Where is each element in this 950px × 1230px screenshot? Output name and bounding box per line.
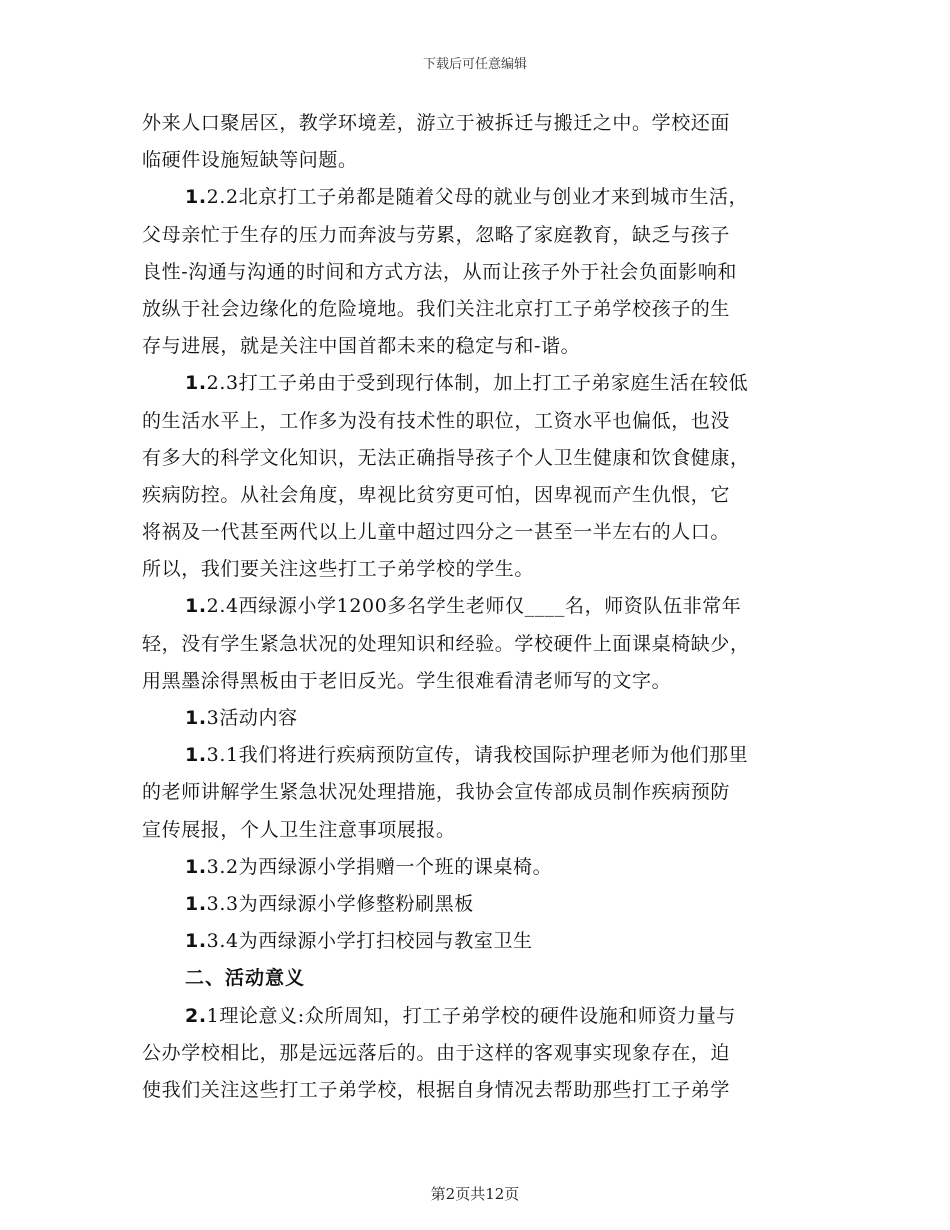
text-line [142, 217, 812, 254]
line-text: 3活动内容 [206, 707, 298, 729]
line-text: 2.3打工子弟由于受到现行体制，加上打工子弟家庭生活在较低 [206, 372, 749, 395]
line-text: 3.2为西绿源小学捐赠一个班的课桌椅。 [206, 855, 553, 878]
section-number: 1. [185, 892, 207, 915]
text-line [142, 663, 812, 700]
line-text: 3.1我们将进行疾病预防宣传，请我校国际护理老师为他们那里 [206, 744, 749, 767]
text-line [142, 142, 812, 179]
line-text: 父母亲忙于生存的压力而奔波与劳累，忽略了家庭教育，缺乏与孩子 [142, 223, 731, 246]
text-line [142, 105, 812, 142]
text-line [142, 440, 812, 477]
line-text: 放纵于社会边缘化的危险境地。我们关注北京打工子弟学校孩子的生 [142, 297, 731, 320]
line-text: 3.4为西绿源小学打扫校园与教室卫生 [206, 930, 533, 953]
section-number: 2. [185, 1004, 207, 1027]
line-text: 的老师讲解学生紧急状况处理措施，我协会宣传部成员制作疾病预防 [142, 781, 731, 804]
text-line [142, 886, 812, 923]
section-number: 1. [185, 744, 207, 767]
text-line [142, 291, 812, 328]
text-line [142, 700, 812, 737]
text-line [142, 774, 812, 811]
line-text: 公办学校相比，那是远远落后的。由于这样的客观事实现象存在，迫 [142, 1041, 731, 1064]
section-number: 1. [185, 930, 207, 953]
section-number: 1. [185, 707, 207, 729]
line-text: 用黑墨涂得黑板由于老旧反光。学生很难看清老师写的文字。 [142, 669, 672, 692]
line-text: 2.4西绿源小学1200多名学生老师仅____名，师资队伍非常年 [206, 595, 742, 618]
page-footer: 第2页共12页 [430, 1185, 520, 1203]
document-body [142, 105, 812, 1109]
text-line [142, 998, 812, 1035]
text-line [142, 365, 812, 402]
line-text: 1理论意义:众所周知，打工子弟学校的硬件设施和师资力量与 [206, 1004, 736, 1027]
line-text: 的生活水平上，工作多为没有技术性的职位，工资水平也偏低，也没 [142, 409, 731, 432]
line-text: 将祸及一代甚至两代以上儿童中超过四分之一甚至一半左右的人口。 [142, 521, 731, 544]
text-line [142, 179, 812, 216]
line-text: 外来人口聚居区，教学环境差，游立于被拆迁与搬迁之中。学校还面 [142, 112, 731, 134]
line-text: 有多大的科学文化知识，无法正确指导孩子个人卫生健康和饮食健康， [142, 446, 750, 469]
line-text: 轻，没有学生紧急状况的处理知识和经验。学校硬件上面课桌椅缺少， [142, 632, 750, 655]
section-number: 1. [185, 595, 207, 618]
page-header: 下载后可任意编辑 [422, 57, 527, 72]
section-number: 1. [185, 186, 207, 209]
section-number: 1. [185, 372, 207, 395]
section-heading [142, 960, 812, 997]
text-line [142, 626, 812, 663]
text-line [142, 1035, 812, 1072]
text-line [142, 477, 812, 514]
section-number: 1. [185, 855, 207, 878]
line-text: 3.3为西绿源小学修整粉刷黑板 [206, 892, 474, 915]
text-line [142, 812, 812, 849]
text-line [142, 588, 812, 625]
text-line [142, 849, 812, 886]
text-line [142, 1072, 812, 1109]
line-text: 临硬件设施短缺等问题。 [142, 149, 358, 172]
line-text: 存与进展，就是关注中国首都未来的稳定与和-谐。 [142, 335, 581, 358]
line-text: 宣传展报，个人卫生注意事项展报。 [142, 818, 456, 841]
text-line [142, 923, 812, 960]
text-line [142, 514, 812, 551]
line-text: 良性-沟通与沟通的时间和方式方法，从而让孩子外于社会负面影响和 [142, 260, 738, 283]
text-line [142, 737, 812, 774]
line-text: 二、活动意义 [185, 967, 306, 990]
text-line [142, 551, 812, 588]
line-text: 疾病防控。从社会角度，卑视比贫穷更可怕，因卑视而产生仇恨，它 [142, 483, 731, 506]
text-line [142, 254, 812, 291]
text-line [142, 328, 812, 365]
line-text: 2.2北京打工子弟都是随着父母的就业与创业才来到城市生活， [206, 186, 749, 209]
line-text: 使我们关注这些打工子弟学校，根据自身情况去帮助那些打工子弟学 [142, 1078, 731, 1101]
line-text: 所以，我们要关注这些打工子弟学校的学生。 [142, 558, 535, 581]
text-line [142, 403, 812, 440]
